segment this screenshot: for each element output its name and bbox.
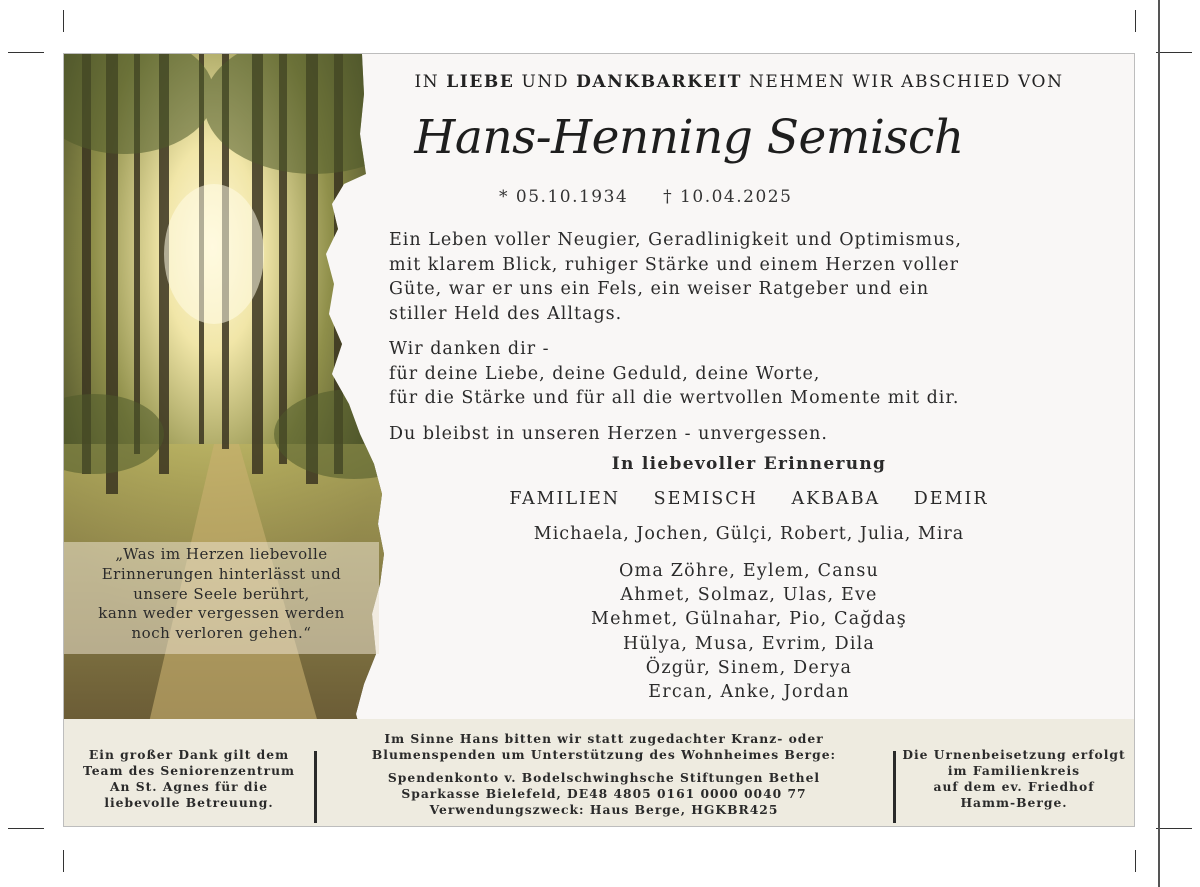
quote-line: unsere Seele berührt, <box>133 584 310 603</box>
relatives-line: Ahmet, Solmaz, Ulas, Eve <box>620 585 878 606</box>
quote-line: noch verloren gehen.“ <box>131 624 312 643</box>
relatives-line: Oma Zöhre, Eylem, Cansu <box>618 561 880 581</box>
headline-part: UND <box>514 72 577 92</box>
burial-note <box>894 747 1134 811</box>
obituary-card <box>63 53 1135 827</box>
main-text <box>389 54 1135 719</box>
crop-mark <box>1135 10 1136 32</box>
text-line: Wir danken dir - <box>389 339 550 359</box>
crop-mark <box>8 828 44 829</box>
crop-mark <box>1135 850 1136 872</box>
headline-part: IN <box>414 72 447 92</box>
footer-line: Blumenspenden um Unterstützung des Wohnheimes Berge: <box>371 747 837 762</box>
text-line: Du bleibst in unseren Herzen - unvergessen. <box>389 423 828 444</box>
text-line: für deine Liebe, deine Geduld, deine Worte, <box>389 363 821 384</box>
death-date: † 10.04.2025 <box>663 187 793 207</box>
text-line: Güte, war er uns ein Fels, ein weiser Ratgeber und ein <box>389 279 930 299</box>
relatives-line: Özgür, Sinem, Derya <box>645 657 853 678</box>
family-name: SEMISCH <box>653 489 758 509</box>
relatives-list <box>389 559 1109 704</box>
relatives-line: Hülya, Musa, Evrim, Dila <box>622 633 876 654</box>
headline <box>389 72 1089 92</box>
quote-line: Erinnerungen hinterlässt und <box>101 564 342 583</box>
footer-line: Die Urnenbeisetzung erfolgt <box>902 747 1126 762</box>
footer-line: liebevolle Betreuung. <box>104 795 274 810</box>
relatives-line: Ercan, Anke, Jordan <box>648 682 850 703</box>
footer-line: Team des Seniorenzentrum <box>82 763 296 778</box>
crop-mark <box>1156 828 1192 829</box>
deceased-name: Hans-Henning Semisch <box>414 110 964 165</box>
bank-account-line: Verwendungszweck: Haus Berge, HGKBR425 <box>429 802 779 817</box>
text-line: stiller Held des Alltags. <box>389 303 623 324</box>
paragraph <box>389 422 1109 447</box>
paragraph <box>389 337 1109 411</box>
paragraph <box>389 228 1109 326</box>
donation-note <box>314 731 894 818</box>
page-edge <box>1158 0 1160 887</box>
bank-account-line: Spendenkonto v. Bodelschwinghsche Stiftungen Bethel <box>387 770 821 785</box>
headline-emphasis: LIEBE <box>446 72 515 92</box>
quote-box <box>64 542 379 654</box>
crop-mark <box>63 850 64 872</box>
footer-line: An St. Agnes für die <box>109 779 269 794</box>
family-names <box>389 489 1109 509</box>
footer-line: Hamm-Berge. <box>960 795 1068 810</box>
family-name: AKBABA <box>791 489 881 509</box>
crop-mark <box>8 52 44 53</box>
family-label: FAMILIEN <box>509 489 621 509</box>
thanks-note <box>64 747 314 811</box>
family-name: DEMIR <box>913 489 989 509</box>
memory-heading: In liebevoller Erinnerung <box>611 454 887 474</box>
crop-mark <box>1156 52 1192 53</box>
crop-mark <box>63 10 64 32</box>
footer-line: im Familienkreis <box>947 763 1081 778</box>
footer-line: Ein großer Dank gilt dem <box>88 747 290 762</box>
children-names: Michaela, Jochen, Gülçi, Robert, Julia, Mira <box>533 524 965 544</box>
text-line: Ein Leben voller Neugier, Geradlinigkeit und Optimismus, <box>389 230 962 250</box>
headline-part: NEHMEN WIR ABSCHIED VON <box>741 72 1064 92</box>
footer <box>64 719 1135 827</box>
headline-emphasis: DANKBARKEIT <box>576 72 742 92</box>
footer-line: Im Sinne Hans bitten wir statt zugedachter Kranz- oder <box>384 731 824 746</box>
quote-line: „Was im Herzen liebevolle <box>115 545 328 563</box>
footer-line: auf dem ev. Friedhof <box>933 779 1095 794</box>
relatives-line: Mehmet, Gülnahar, Pio, Cağdaş <box>591 609 907 630</box>
life-dates <box>499 187 792 207</box>
text-line: für die Stärke und für all die wertvollen Momente mit dir. <box>389 388 960 408</box>
obituary-text <box>389 228 1109 457</box>
text-line: mit klarem Blick, ruhiger Stärke und einem Herzen voller <box>389 254 959 275</box>
birth-date: * 05.10.1934 <box>499 187 629 207</box>
quote-line: kann weder vergessen werden <box>98 604 345 623</box>
bank-account-line: Sparkasse Bielefeld, DE48 4805 0161 0000 0040 77 <box>401 786 807 801</box>
